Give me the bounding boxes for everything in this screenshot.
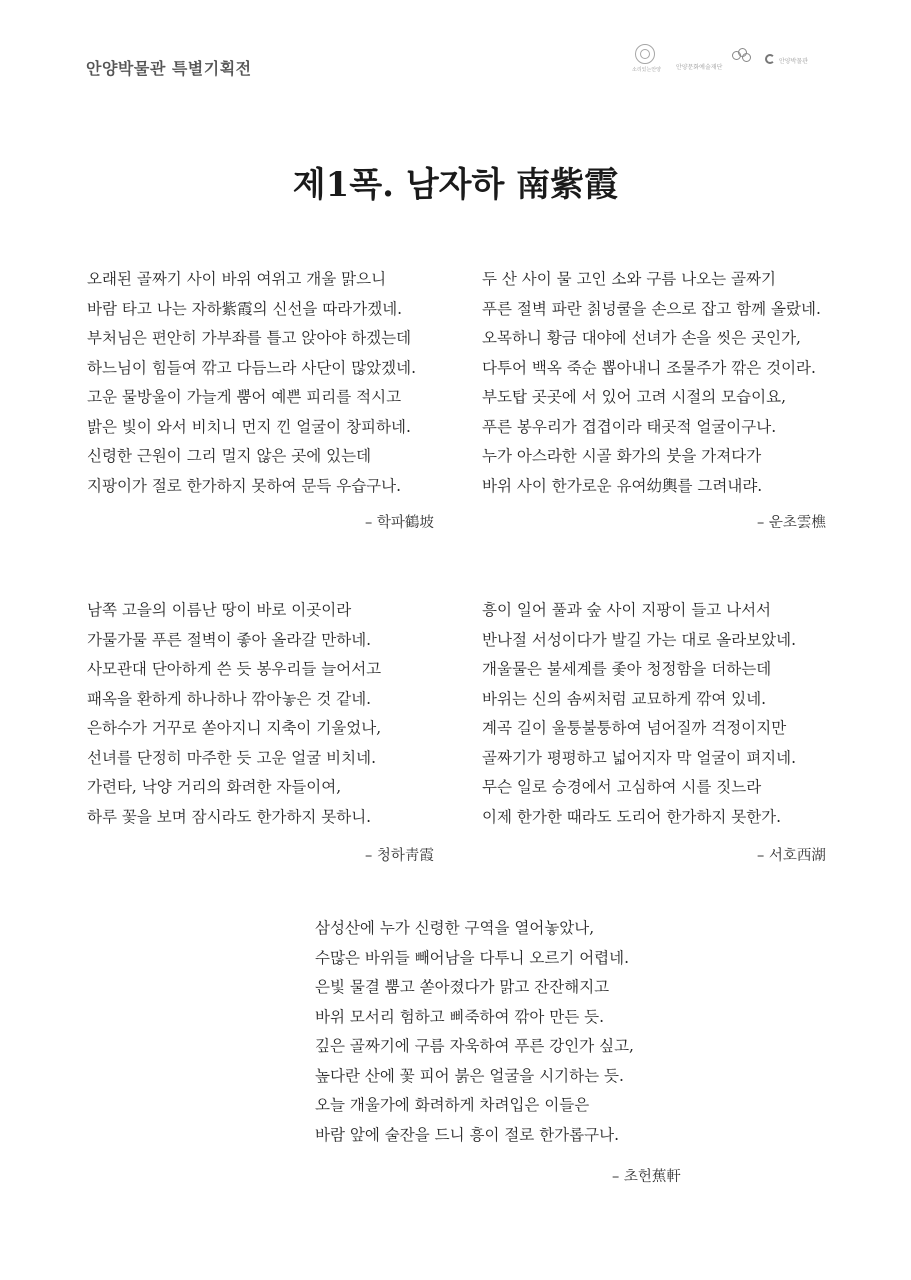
poem-line: 고운 물방울이 가늘게 뿜어 예쁜 피리를 적시고: [87, 388, 402, 406]
poem-line: 오목하니 황금 대야에 선녀가 손을 씻은 곳인가,: [482, 329, 801, 347]
anyang-culture-foundation-logo: [676, 48, 752, 72]
poem-line: 지팡이가 절로 한가하지 못하여 문득 우습구나.: [87, 476, 402, 495]
poem-line: 은하수가 거꾸로 쏟아지니 지축이 기울었나,: [87, 719, 382, 737]
poem-line: 남쪽 고을의 이름난 땅이 바로 이곳이라: [87, 601, 352, 619]
poem-author: – 서호西湖: [757, 848, 826, 864]
poem-line: 바람 타고 나는 자하紫霞의 신선을 따라가겠네.: [87, 299, 403, 318]
poem-line: 바위 사이 한가로운 유여幼輿를 그려내랴.: [482, 476, 763, 495]
poem-line: 바위 모서리 험하고 삐죽하여 깎아 만든 듯.: [315, 1007, 605, 1026]
poem-line: 푸른 절벽 파란 칡넝쿨을 손으로 잡고 함께 올랐네.: [482, 299, 821, 318]
poem-line: 오래된 골짜기 사이 바위 여위고 개울 맑으니: [87, 270, 387, 288]
poem-author: – 청하靑霞: [365, 848, 434, 864]
poem-author: – 학파鶴坡: [365, 515, 434, 531]
poem-line: 높다란 산에 꽃 피어 붉은 얼굴을 시기하는 듯.: [315, 1066, 624, 1085]
poem-line: 계곡 길이 울퉁불퉁하여 넘어질까 걱정이지만: [482, 719, 787, 737]
poem-line: 은빛 물결 뿜고 쏟아졌다가 맑고 잔잔해지고: [315, 978, 610, 996]
city-emblem-icon: [635, 44, 655, 64]
poem-line: 부도탑 곳곳에 서 있어 고려 시절의 모습이요,: [482, 388, 787, 406]
rings-icon: [732, 48, 750, 60]
partner-logos: [630, 44, 830, 80]
poem-line: 가물가물 푸른 절벽이 좋아 올라갈 만하네.: [87, 630, 372, 649]
poem-line: 사모관대 단아하게 쓴 듯 봉우리들 늘어서고: [87, 660, 382, 678]
poem-line: 밝은 빛이 와서 비치니 먼지 낀 얼굴이 창피하네.: [87, 417, 411, 436]
poem-line: 신령한 근원이 그리 멀지 않은 곳에 있는데: [87, 447, 372, 465]
poem-line: 두 산 사이 물 고인 소와 구름 나오는 골짜기: [482, 270, 776, 288]
poem-line: 다투어 백옥 죽순 뽑아내니 조물주가 깎은 것이라.: [482, 358, 816, 377]
poem-line: 부처님은 편안히 가부좌를 틀고 앉아야 하겠는데: [87, 329, 412, 347]
poem-line: 누가 아스라한 시골 화가의 붓을 가져다가: [482, 447, 762, 465]
poem-line: 수많은 바위들 빼어남을 다투니 오르기 어렵네.: [315, 948, 630, 967]
anyang-city-logo: [632, 44, 661, 74]
header-title: 안양박물관 특별기획전: [86, 59, 252, 78]
poem-line: 무슨 일로 승경에서 고심하여 시를 짓느라: [482, 778, 762, 796]
poem-line: 이제 한가한 때라도 도리어 한가하지 못한가.: [482, 807, 782, 826]
poem-line: 흥이 일어 풀과 숲 사이 지팡이 들고 나서서: [482, 601, 772, 619]
poem-line: 개울물은 불세계를 좇아 청정함을 더하는데: [482, 660, 772, 678]
poem-cheongha: [87, 596, 381, 832]
poem-author: – 운초雲樵: [757, 515, 826, 531]
city-logo-text: 소리있는안양: [632, 67, 661, 73]
poem-chohyeon: [315, 914, 634, 1150]
poem-line: 바람 앞에 술잔을 드니 흥이 절로 한가롭구나.: [315, 1125, 620, 1144]
poem-uncho: [482, 265, 821, 501]
poem-line: 하루 꽃을 보며 잠시라도 한가하지 못하니.: [87, 807, 372, 826]
museum-emblem-icon: [765, 54, 775, 64]
poem-hakpa: [87, 265, 416, 501]
museum-logo-text: 안양박물관: [779, 58, 808, 65]
poem-line: 가련타, 낙양 거리의 화려한 자들이여,: [87, 778, 342, 796]
poem-line: 하느님이 힘들여 깎고 다듬느라 사단이 많았겠네.: [87, 358, 417, 377]
foundation-logo-text: 안양문화예술재단: [676, 64, 723, 71]
anyang-museum-logo: [765, 53, 829, 67]
poem-line: 패옥을 환하게 하나하나 깎아놓은 것 같네.: [87, 689, 372, 708]
poem-line: 선녀를 단정히 마주한 듯 고운 얼굴 비치네.: [87, 748, 377, 767]
poem-line: 바위는 신의 솜씨처럼 교묘하게 깎여 있네.: [482, 689, 767, 708]
poem-line: 깊은 골짜기에 구름 자욱하여 푸른 강인가 싶고,: [315, 1037, 634, 1055]
poem-seoho: [482, 596, 796, 832]
poem-line: 골짜기가 평평하고 넓어지자 막 얼굴이 펴지네.: [482, 748, 797, 767]
poem-line: 오늘 개울가에 화려하게 차려입은 이들은: [315, 1096, 590, 1114]
poem-line: 반나절 서성이다가 발길 가는 대로 올라보았네.: [482, 630, 797, 649]
page-title: 제1폭. 남자하 南紫霞: [292, 165, 619, 205]
poem-line: 푸른 봉우리가 겹겹이라 태곳적 얼굴이구나.: [482, 417, 777, 436]
poem-line: 삼성산에 누가 신령한 구역을 열어놓았나,: [315, 919, 595, 937]
poem-author: – 초헌蕉軒: [612, 1169, 681, 1185]
